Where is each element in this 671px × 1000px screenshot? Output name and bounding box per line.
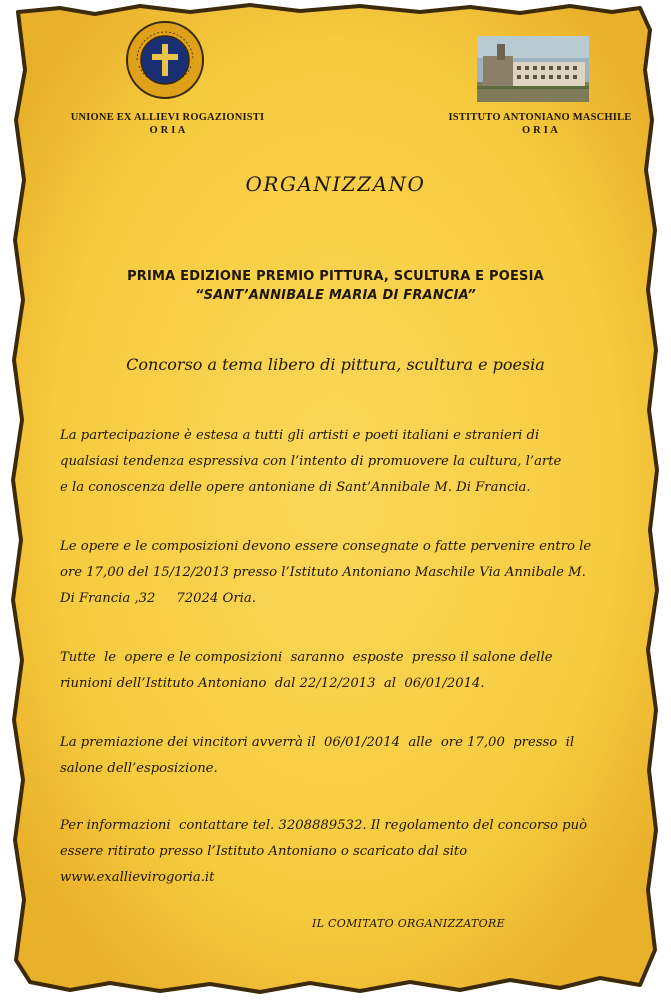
- header-right-name: ISTITUTO ANTONIANO MASCHILE: [448, 112, 632, 123]
- paragraph-participation: [60, 423, 635, 501]
- paragraph-line: Tutte le opere e le composizioni saranno esposte presso il salone delle: [60, 650, 553, 665]
- paragraph-info: [60, 813, 635, 891]
- paragraph-line: Per informazioni contattare tel. 3208889532. Il regolamento del concorso può: [60, 818, 588, 833]
- title-organizzano: ORGANIZZANO: [245, 172, 426, 196]
- paragraph-line: essere ritirato presso l’Istituto Antoniano o scaricato dal sito: [60, 844, 468, 859]
- paragraph-line: riunioni dell’Istituto Antoniano dal 22/12/2013 al 06/01/2014.: [60, 676, 485, 691]
- paragraph-line: La partecipazione è estesa a tutti gli artisti e poeti italiani e stranieri di: [60, 428, 540, 443]
- prize-title: PRIMA EDIZIONE PREMIO PITTURA, SCULTURA E POESIA: [127, 269, 544, 284]
- header-right-city: O R I A: [521, 125, 559, 136]
- paragraph-line: salone dell’esposizione.: [60, 761, 218, 776]
- paragraph-line: Le opere e le composizioni devono essere consegnate o fatte pervenire entro le: [60, 539, 592, 554]
- paragraph-submission: [60, 534, 635, 612]
- paragraph-line: La premiazione dei vincitori avverrà il 06/01/2014 alle ore 17,00 presso il: [60, 735, 575, 750]
- paragraph-line: qualsiasi tendenza espressiva con l’intento di promuovere la cultura, l’arte: [60, 454, 562, 469]
- paragraph-awards: [60, 730, 635, 782]
- header-left-name: UNIONE EX ALLIEVI ROGAZIONISTI: [70, 112, 265, 123]
- header-left-organization: [60, 111, 275, 137]
- paragraph-line: ore 17,00 del 15/12/2013 presso l’Istituto Antoniano Maschile Via Annibale M.: [60, 565, 586, 580]
- signature-committee: IL COMITATO ORGANIZZATORE: [312, 917, 505, 930]
- union-logo: [125, 20, 205, 100]
- institute-building-photo: [477, 36, 589, 102]
- paragraph-exhibition: [60, 645, 635, 697]
- paragraph-line: Di Francia ,32 72024 Oria.: [60, 591, 256, 606]
- website-link[interactable]: www.exallievirogoria.it: [60, 870, 215, 885]
- contest-subtitle: Concorso a tema libero di pittura, scultura e poesia: [126, 355, 545, 374]
- header-right-organization: [440, 111, 640, 137]
- header-left-city: O R I A: [149, 125, 186, 136]
- prize-dedication: “SANT’ANNIBALE MARIA DI FRANCIA”: [195, 288, 476, 303]
- paragraph-line: e la conoscenza delle opere antoniane di Sant’Annibale M. Di Francia.: [60, 480, 531, 495]
